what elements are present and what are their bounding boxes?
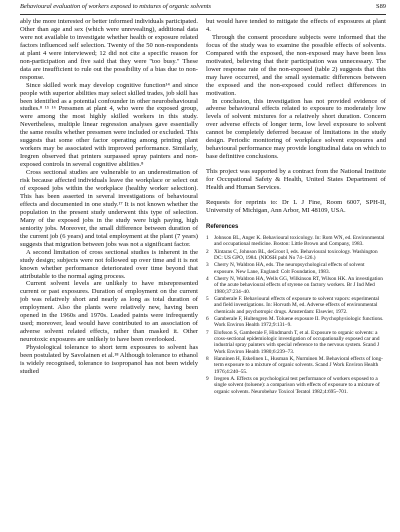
reference-item — [206, 262, 386, 274]
reference-text: Cherry N, Waldron HA, Wells GG, Wilkinson RT, Wilson HK. An investigation of the acute behavioural effects of styrene on factory workers. Br J Ind Med 1980;37:234–40. — [214, 276, 383, 295]
running-title: Behavioural evaluation of workers exposed to mixtures of organic solvents — [20, 3, 212, 10]
reference-text: Gamberale F, Hultengren M. Toluene exposure II. Psychophysiologic functions. Work Environ Health 1972;9:131–9. — [214, 316, 384, 329]
header-rule — [20, 14, 386, 15]
reference-item — [206, 235, 386, 247]
body-paragraph: Cross sectional studies are vulnerable to an underestimation of risk because affected individuals leave the workplace or select out of exposed jobs within the workplace (healthy worker selection). This has been asserted in several investigations of behavioural effects and documented in one study.¹⁷ It is not known whether the population in the present study underwent this type of selection. Many of the exposed jobs in the study were high paying, high seniority jobs. Moreover, the small difference between duration of the current job (6 years) and total employment at the plant (7 years) suggests that migration between jobs was not a significant factor. — [20, 169, 198, 248]
reference-number: 6 — [206, 316, 209, 323]
references-list — [206, 235, 386, 395]
reference-item — [206, 376, 386, 395]
reference-number: 2 — [206, 248, 209, 255]
body-paragraph: This project was supported by a contract from the National Institute for Occupational Safety & Health, United States Department of Health and Human Services. — [206, 168, 386, 192]
reference-text: Hanninen H, Eskelinen L, Husman K, Nurminen M. Behavioral effects of long-term exposure to a mixture of organic solvents. Scand J Work Environ Health 1976;4:240–55. — [214, 356, 383, 375]
reference-text: Elofsson S, Gamberale F, Hindmarsh T, et al. Exposure to organic solvents: a cross-sectional epidemiologic investigation of occupationally exposed car and industrial spray painters with special reference to the nervous system. Scand J Work Environ Health 1980;6:239–73. — [214, 330, 380, 355]
reference-number: 1 — [206, 234, 209, 241]
body-paragraph: Physiological tolerance to short term exposures to solvent has been postulated by Savolainen et al.¹⁸ Although tolerance to ethanol is widely recognised, tolerance to isopropanol has not been widely studied — [20, 344, 198, 375]
reference-item — [206, 296, 386, 315]
reference-text: Iregren A. Effects on psychological test performance of workers exposed to a single solvent (toluene): a comparison with effects of exposure to a mixture of organic solvents. Neurobehav Toxicol Teratol 1982;4:695–701. — [214, 376, 380, 395]
reference-item — [206, 249, 386, 261]
reference-number: 8 — [206, 356, 209, 363]
reference-item — [206, 316, 386, 328]
reference-text: Gamberale F. Behavioural effects of exposure to solvent vapors: experimental and field investigations. In: Horvath M, ed. Adverse effects of environmental chemicals and psychotropic drugs. Amsterdam: Elsevier, 1972. — [214, 296, 380, 315]
body-paragraph: A second limitation of cross sectional studies is inherent in the study design; subjects were not followed up over time and it is not known whether performance deteriorated over time beyond that attributable to the normal aging process. — [20, 248, 198, 280]
reference-number: 3 — [206, 262, 209, 269]
reference-text: Cherry N, Waldron HA, eds. The neuropsychological effects of solvent exposure. New Lane, England: Colt Foundation, 1983. — [214, 262, 365, 275]
body-paragraph: Through the consent procedure subjects were informed that the focus of the study was to examine the possible effects of solvents. Compared with the exposed, the non-exposed may have been less motivated, believing that their participation was unnecessary. The lower response rate of the non-exposed (table 2) suggests that this may have occurred, and the small systematic differences between the exposed and the non-exposed could reflect differences in motivation. — [206, 33, 386, 97]
right-column — [206, 18, 386, 526]
reference-number: 7 — [206, 330, 209, 337]
body-paragraph: Since skilled work may develop cognitive function¹⁴ and since people with superior abilities may select skilled trades, job skill has been identified as a potential confounder in other neurobehavioural studies.⁸ ¹⁵ ¹⁶ Pressmen at plant 4, who were the exposed group, were among the most highly skilled workers in this study. Nevertheless, multiple linear regression analyses gave essentially the same results whether pressmen were included or excluded. This suggests that some other factor operating among printing plant workers may be associated with improved performance. Similarly, Iregren observed that printers surpassed spray painters and non-exposed controls in several cognitive abilities.⁸ — [20, 81, 198, 169]
reference-number: 4 — [206, 276, 209, 283]
reference-item — [206, 276, 386, 295]
reference-item — [206, 356, 386, 375]
body-paragraph: In conclusion, this investigation has not provided evidence of adverse behavioural effects related to exposure to moderately low levels of solvent mixtures for a relatively short duration. Concern over adverse effects of longer term, low level exposure to solvent cannot be completely deferred because of limitations in the study design. Periodic monitoring of workplace solvent exposures and behavioural performance may provide longitudinal data on which to base definitive conclusions. — [206, 97, 386, 161]
body-paragraph: Current solvent levels are unlikely to have misrepresented current or past exposures. Duration of employment on the current job was relatively short and nearly as long as total duration of employment. Also the plants were relatively new, having been opened in the 1960s and 1970s. Leaded paints were infrequently used; moreover, lead would have contributed to an association of adverse solvent related effects, rather than masked it. Other neurotoxic exposures are unlikely to have been overlooked. — [20, 280, 198, 344]
references-heading: References — [206, 223, 239, 230]
running-header — [20, 3, 386, 13]
reference-item — [206, 330, 386, 355]
reference-text: Johnson BL, Anger K. Behavioural toxicology. In: Rom WN, ed. Environmental and occupational medicine. Boston: Little Brown and Company, 1983. — [214, 234, 385, 248]
reference-text: Xintaras C, Johnson BL, deGroot I, eds. Behavioural toxicology. Washington DC: US GPO, 1984. (NIOSH publ No 74–126.) — [214, 248, 378, 261]
reference-number: 5 — [206, 296, 209, 303]
reference-number: 9 — [206, 376, 209, 383]
body-paragraph: ably the more interested or better informed individuals participated. Other than age and sex (which were unrevealing), additional data were not available to investigate whether health or exposure related factors influenced self selection. Twenty of the 50 non-respondents at plant 4 were interviewed; 12 did not cite a specific reason for non-participation and five said that they were "too busy." These data are insufficient to rule out the possibility of a bias due to non-response. — [20, 18, 198, 81]
body-paragraph: but would have tended to mitigate the effects of exposures at plant 4. — [206, 18, 386, 33]
body-paragraph: Requests for reprints to: Dr L J Fine, Room 6007, SPH-II, University of Michigan, Ann Arbor, MI 48109, USA. — [206, 199, 386, 214]
page-number: S89 — [376, 3, 386, 10]
left-column — [20, 18, 198, 526]
